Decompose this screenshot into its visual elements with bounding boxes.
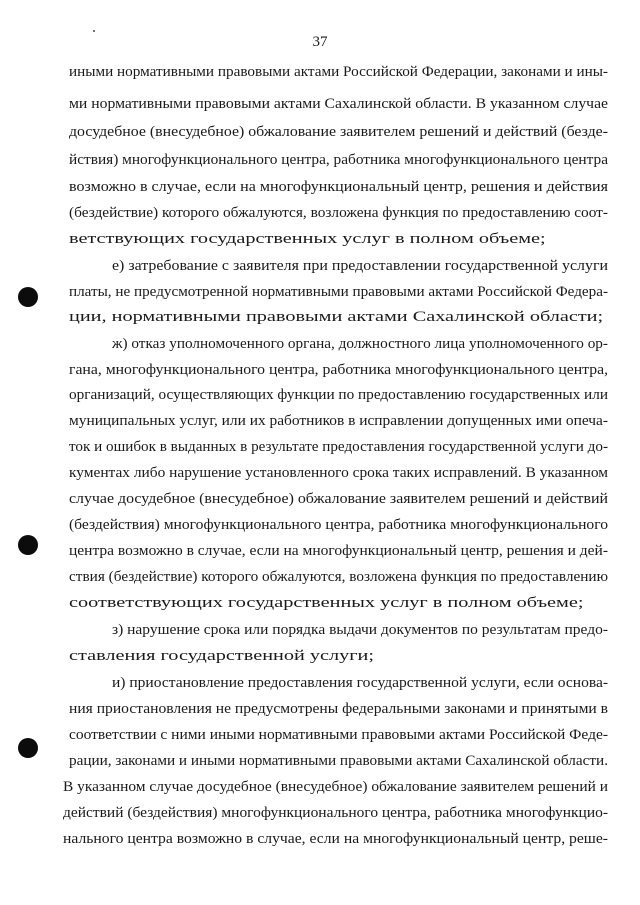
text-line: ветствующих государственных услуг в полном объеме; [69, 231, 546, 247]
text-line: ствия (бездействие) которого обжалуются, возложена функция по предоставлению [69, 569, 608, 585]
page-number: 37 [312, 34, 328, 50]
text-line: платы, не предусмотренной нормативными правовыми актами Российской Федера- [69, 284, 608, 300]
text-line: иными нормативными правовыми актами Российской Федерации, законами и ины- [69, 64, 608, 80]
text-line: (бездействие) которого обжалуются, возложена функция по предоставлению соот- [69, 205, 608, 221]
text-line: и) приостановление предоставления государственной услуги, если основа- [112, 675, 608, 691]
text-line: ми нормативными правовыми актами Сахалинской области. В указанном случае [69, 96, 608, 112]
text-line: гана, многофункционального центра, работника многофункционального центра, [69, 362, 608, 378]
text-line: центра возможно в случае, если на многофункциональный центр, решения и дей- [69, 543, 608, 559]
text-line: соответствии с ними иными нормативными правовыми актами Российской Феде- [69, 727, 608, 743]
text-line: ции, нормативными правовыми актами Сахалинской области; [69, 309, 604, 325]
text-line: ния приостановления не предусмотрены федеральными законами и принятыми в [69, 701, 608, 717]
text-line: йствия) многофункционального центра, работника многофункционального центра [69, 152, 608, 168]
punch-hole-bottom [18, 738, 38, 758]
text-line: муниципальных услуг, или их работников в исправлении допущенных ими опеча- [69, 413, 608, 429]
text-line: соответствующих государственных услуг в полном объеме; [69, 595, 584, 611]
text-line: е) затребование с заявителя при предоставлении государственной услуги [112, 258, 608, 274]
text-line: кументах либо нарушение установленного срока таких исправлений. В указанном [69, 465, 608, 481]
text-line: ток и ошибок в выданных в результате предоставления государственной услуги до- [69, 439, 608, 455]
text-line: рации, законами и иными нормативными правовыми актами Сахалинской области. [69, 753, 608, 769]
text-line: досудебное (внесудебное) обжалование заявителем решений и действий (безде- [69, 124, 608, 140]
punch-hole-middle [18, 535, 38, 555]
scan-speck [93, 30, 95, 32]
text-line: з) нарушение срока или порядка выдачи документов по результатам предо- [112, 622, 608, 638]
text-line: действий (бездействия) многофункционального центра, работника многофункцио- [63, 805, 608, 821]
text-line: случае досудебное (внесудебное) обжалование заявителем решений и действий [69, 491, 608, 507]
text-line: ж) отказ уполномоченного органа, должностного лица уполномоченного ор- [112, 336, 608, 352]
text-line: ставления государственной услуги; [69, 648, 375, 664]
text-line: нального центра возможно в случае, если на многофункциональный центр, реше- [63, 831, 608, 847]
text-line: возможно в случае, если на многофункциональный центр, решения и действия [69, 179, 608, 195]
punch-hole-top [18, 287, 38, 307]
text-line: В указанном случае досудебное (внесудебное) обжалование заявителем решений и [63, 779, 608, 795]
text-line: (бездействия) многофункционального центра, работника многофункционального [69, 517, 608, 533]
text-line: организаций, осуществляющих функции по предоставлению государственных или [69, 387, 608, 403]
